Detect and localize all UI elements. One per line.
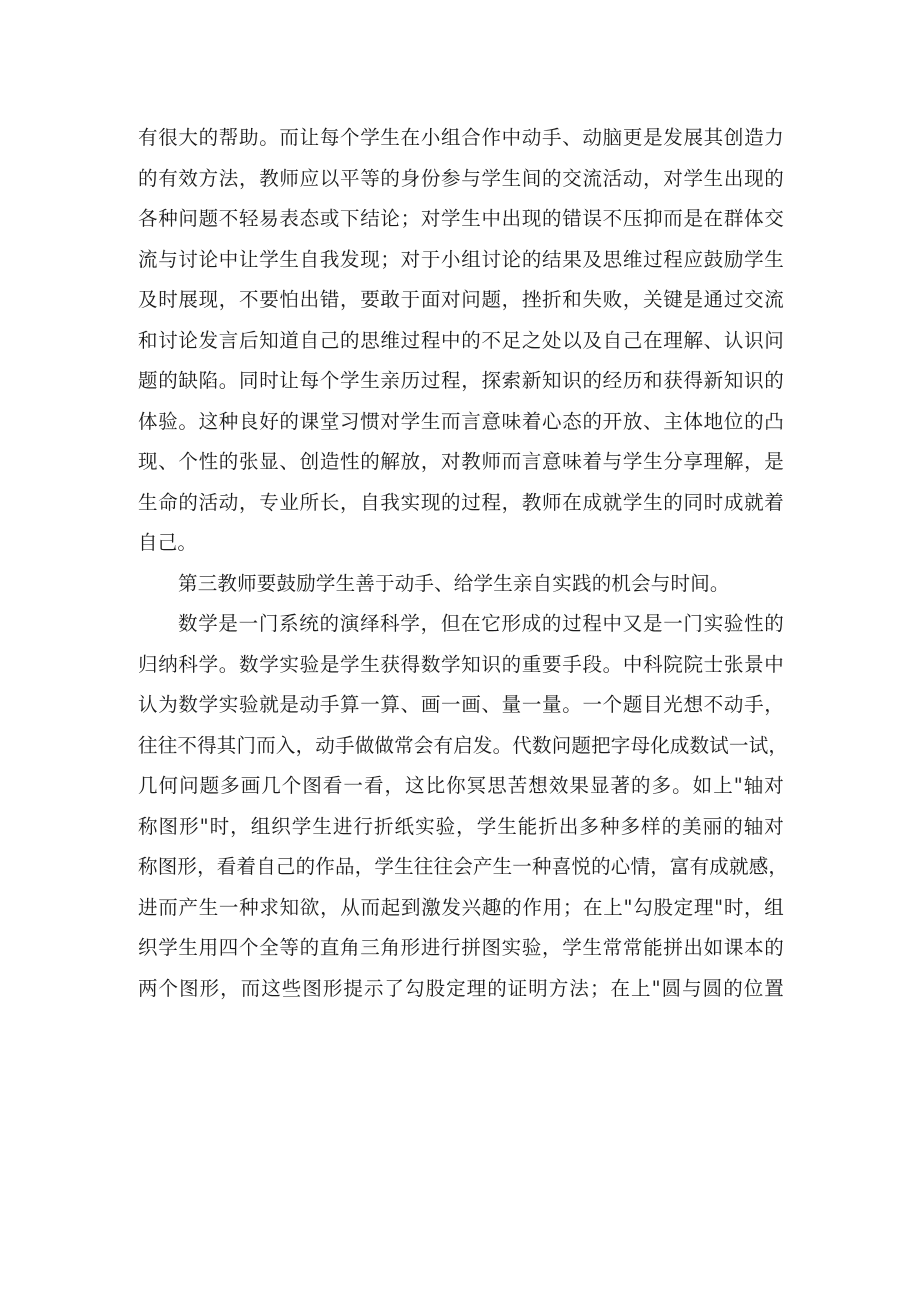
text-line: 归纳科学。数学实验是学生获得数学知识的重要手段。中科院院士张景中 [138,652,784,676]
text-line: 题的缺陷。同时让每个学生亲历过程，探索新知识的经历和获得新知识的 [138,369,784,392]
document-body [138,118,789,1009]
text-line: 几何问题多画几个图看一看，这比你冥思苦想效果显著的多。如上"轴对 [138,774,784,797]
text-line: 现、个性的张显、创造性的解放，对教师而言意味着与学生分享理解，是 [138,450,784,473]
text-line: 各种问题不轻易表态或下结论；对学生中出现的错误不压抑而是在群体交 [138,207,784,230]
text-line: 进而产生一种求知欲，从而起到激发兴趣的作用；在上"勾股定理"时，组 [138,895,784,919]
text-line: 数学是一门系统的演绎科学，但在它形成的过程中又是一门实验性的 [178,612,784,635]
text-line: 生命的活动，专业所长，自我实现的过程，教师在成就学生的同时成就着 [138,490,784,514]
text-line: 和讨论发言后知道自己的思维过程中的不足之处以及自己在理解、认识问 [138,328,784,352]
text-line: 认为数学实验就是动手算一算、画一画、量一量。一个题目光想不动手， [138,693,784,716]
text-line: 及时展现，不要怕出错，要敢于面对问题，挫折和失败，关键是通过交流 [138,288,784,311]
text-line: 两个图形，而这些图形提示了勾股定理的证明方法；在上"圆与圆的位置 [138,976,784,1000]
text-line: 称图形"时，组织学生进行折纸实验，学生能折出多种多样的美丽的轴对 [138,814,784,838]
text-line: 有很大的帮助。而让每个学生在小组合作中动手、动脑更是发展其创造力 [138,126,784,149]
text-line: 往往不得其门而入，动手做做常会有启发。代数问题把字母化成数试一试， [138,733,789,757]
paragraph [138,604,789,1009]
text-line: 称图形，看着自己的作品，学生往往会产生一种喜悦的心情，富有成就感， [138,855,789,878]
text-line: 自己。 [138,531,198,554]
section-heading-line: 第三教师要鼓励学生善于动手、给学生亲自实践的机会与时间。 [178,571,730,595]
paragraph [138,118,784,564]
text-line: 织学生用四个全等的直角三角形进行拼图实验，学生常常能拼出如课本的 [138,936,784,959]
text-line: 流与讨论中让学生自我发现；对于小组讨论的结果及思维过程应鼓励学生 [138,247,784,271]
paragraph [138,564,784,605]
text-line: 的有效方法，教师应以平等的身份参与学生间的交流活动，对学生出现的 [138,166,784,190]
text-line: 体验。这种良好的课堂习惯对学生而言意味着心态的开放、主体地位的凸 [138,409,784,433]
